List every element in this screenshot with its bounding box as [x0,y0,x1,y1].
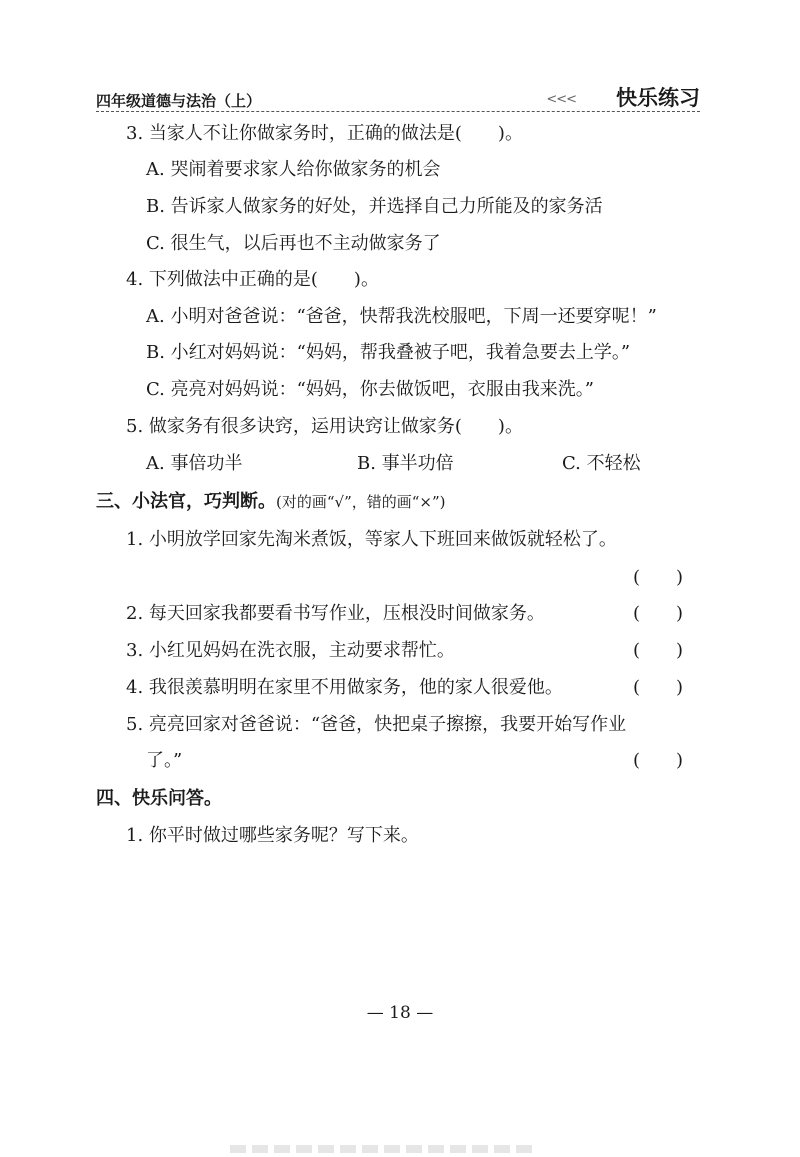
q5-option-a: A. 事倍功半 [146,453,243,474]
section3-instruction: (对的画“√”，错的画“×”) [276,493,446,511]
header-divider [96,111,700,112]
judge-answer-4[interactable]: ( ) [633,677,684,698]
answer-question-1: 1. 你平时做过哪些家务呢？写下来。 [126,825,419,846]
q4-option-c: C. 亮亮对妈妈说：“妈妈，你去做饭吧，衣服由我来洗。” [146,379,594,400]
q3-option-c: C. 很生气，以后再也不主动做家务了 [146,233,441,254]
arrows-decoration: <<< [546,92,576,107]
section3-title: 三、小法官，巧判断。 [96,491,276,512]
judge-item-2: 2. 每天回家我都要看书写作业，压根没时间做家务。 [126,603,545,624]
q4-option-b: B. 小红对妈妈说：“妈妈，帮我叠被子吧，我着急要去上学。” [146,342,631,363]
q4-stem: 4. 下列做法中正确的是( )。 [126,269,379,290]
judge-answer-3[interactable]: ( ) [633,640,684,661]
judge-item-5-continued: 了。” [146,750,183,771]
section-banner: 快乐练习 [616,86,700,110]
q4-option-a: A. 小明对爸爸说：“爸爸，快帮我洗校服吧，下周一还要穿呢！” [146,306,657,327]
q5-stem: 5. 做家务有很多诀窍，运用诀窍让做家务( )。 [126,416,523,437]
q5-option-c: C. 不轻松 [562,453,641,474]
judge-answer-1[interactable]: ( ) [633,567,684,588]
judge-item-5: 5. 亮亮回家对爸爸说：“爸爸，快把桌子擦擦，我要开始写作业 [126,714,627,735]
judge-answer-5[interactable]: ( ) [633,750,684,771]
faint-bottom-text [230,1138,570,1148]
judge-item-1: 1. 小明放学回家先淘米煮饭，等家人下班回来做饭就轻松了。 [126,529,617,550]
section3-heading [96,490,446,514]
section4-title: 四、快乐问答。 [96,788,222,809]
q5-option-b: B. 事半功倍 [357,453,454,474]
judge-item-4: 4. 我很羡慕明明在家里不用做家务，他的家人很爱他。 [126,677,563,698]
judge-answer-2[interactable]: ( ) [633,603,684,624]
q3-option-a: A. 哭闹着要求家人给你做家务的机会 [146,159,441,180]
page-number: — 18 — [366,1003,434,1023]
page-header [96,82,700,112]
judge-item-3: 3. 小红见妈妈在洗衣服，主动要求帮忙。 [126,640,455,661]
book-title: 四年级道德与法治（上） [96,92,262,110]
q3-option-b: B. 告诉家人做家务的好处，并选择自己力所能及的家务活 [146,196,603,217]
q3-stem: 3. 当家人不让你做家务时，正确的做法是( )。 [126,123,523,144]
